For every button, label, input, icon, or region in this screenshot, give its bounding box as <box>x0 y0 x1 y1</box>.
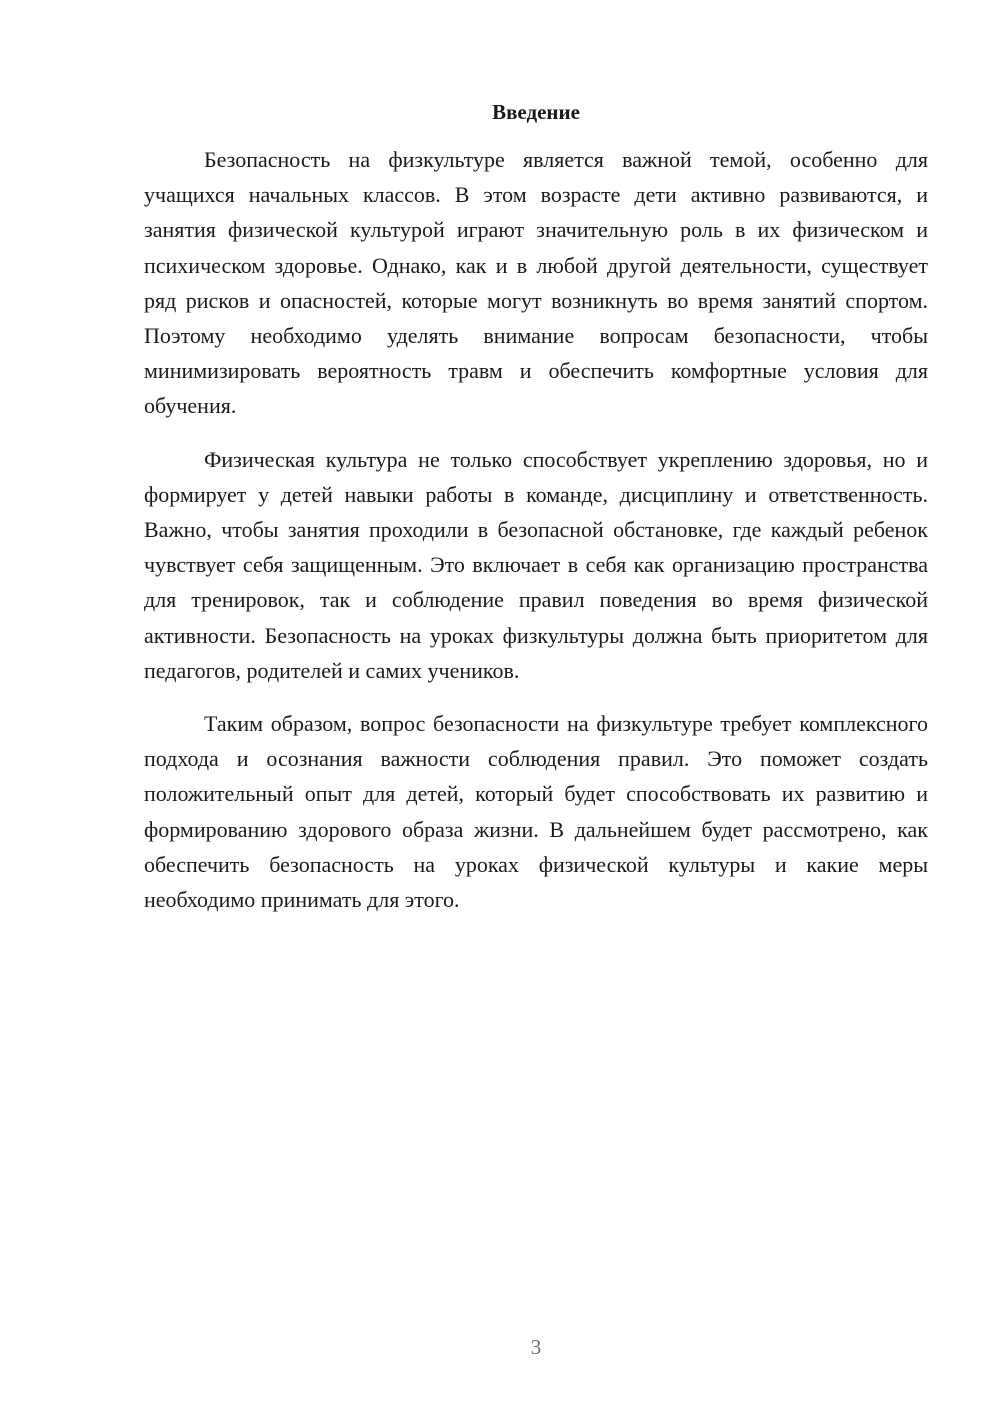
paragraph-3: Таким образом, вопрос безопасности на физкультуре требует комплексного подхода и осознания важности соблюдения правил. Это поможет создать положительный опыт для детей, который будет способствовать их развитию и формированию здорового образа жизни. В дальнейшем будет рассмотрено, как обеспечить безопасность на уроках физической культуры и какие меры необходимо принимать для этого. <box>144 711 928 913</box>
section-title: Введение <box>492 100 580 124</box>
paragraph-2: Физическая культура не только способствует укреплению здоровья, но и формирует у детей навыки работы в команде, дисциплину и ответственность. Важно, чтобы занятия проходили в безопасной обстановке, где каждый ребенок чувствует себя защищенным. Это включает в себя как организацию пространства для тренировок, так и соблюдение правил поведения во время физической активности. Безопасность на уроках физкультуры должна быть приоритетом для педагогов, родителей и самих учеников. <box>144 446 928 683</box>
page-number: 3 <box>530 1335 542 1359</box>
paragraph-1: Безопасность на физкультуре является важной темой, особенно для учащихся начальных классов. В этом возрасте дети активно развиваются, и занятия физической культурой играют значительную роль в их физическом и психическом здоровье. Однако, как и в любой другой деятельности, существует ряд рисков и опасностей, которые могут возникнуть во время занятий спортом. Поэтому необходимо уделять внимание вопросам безопасности, чтобы минимизировать вероятность травм и обеспечить комфортные условия для обучения. <box>144 147 928 419</box>
document-body <box>144 142 928 917</box>
